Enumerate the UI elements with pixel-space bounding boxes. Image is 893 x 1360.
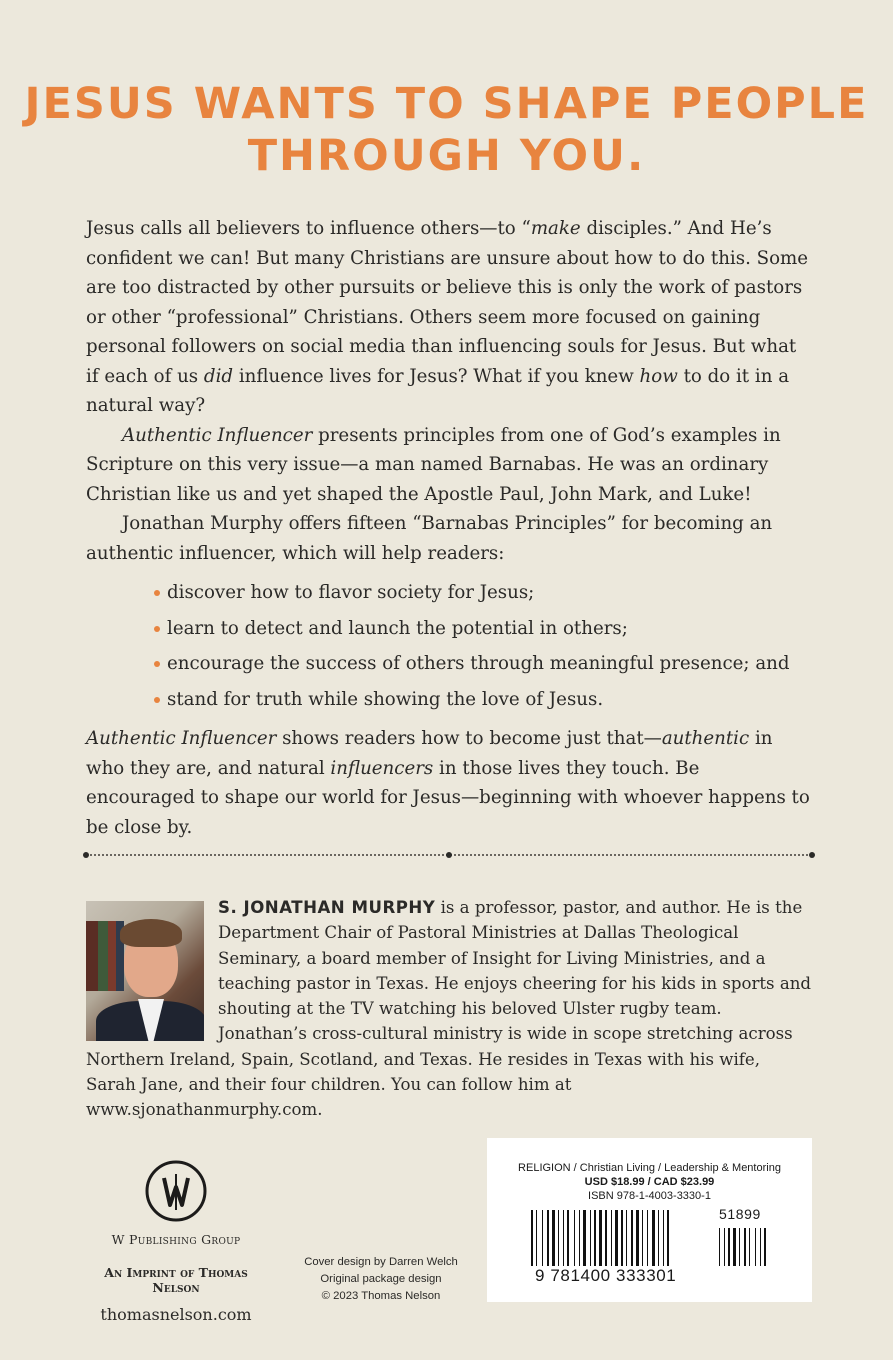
paragraph-1: Jesus calls all believers to influence others—to “make disciples.” And He’s confident we can! But many Christians are unsure about how to do this. Some are too distracted by other pursuits or believe this is only the work of pastors or other “professional” Christians. Others seem more focused on gaining personal followers on social media than influencing souls for Jesus. But what if each of us did influence lives for Jesus? What if you knew how to do it in a natural way? [86,218,809,416]
copyright-line: © 2023 Thomas Nelson [321,1290,441,1302]
w-publishing-logo-icon [145,1160,207,1222]
list-item: stand for truth while showing the love of Jesus. [154,685,812,715]
addon-number: 51899 [719,1206,761,1222]
author-photo [86,901,204,1041]
headline-line-1: JESUS WANTS TO SHAPE PEOPLE [24,79,869,129]
barcode-panel [487,1138,812,1302]
category-text: RELIGION / Christian Living / Leadership & Mentoring [518,1162,781,1174]
bullet-dot-icon [154,590,160,596]
paragraph-4: Authentic Influencer shows readers how to become just that—authentic in who they are, and natural influencers in those lives they touch. Be encouraged to shape our world for Jesus—beginning with whoever happens to be close by. [86,728,810,838]
bullet-dot-icon [154,697,160,703]
publisher-name: W Publishing Group [111,1232,241,1247]
paragraph-2: Authentic Influencer presents principles from one of God’s examples in Scripture on this very issue—a man named Barnabas. He was an ordinary Christian like us and yet shaped the Apostle Paul, John Mark, and Luke! [86,424,781,505]
isbn-text: ISBN 978-1-4003-3330-1 [588,1190,711,1202]
publisher-website: thomasnelson.com [100,1305,252,1324]
author-name: S. JONATHAN MURPHY [218,898,436,917]
cover-credits [290,1254,472,1305]
list-item: discover how to flavor society for Jesus; [154,578,812,608]
headline-line-2: THROUGH YOU. [247,131,646,181]
publisher-block [86,1160,266,1324]
divider-dot-icon [809,852,815,858]
description [86,214,812,842]
headline [0,78,893,182]
bullet-dot-icon [154,661,160,667]
price-text: USD $18.99 / CAD $23.99 [584,1176,715,1188]
list-item: encourage the success of others through meaningful presence; and [154,649,812,679]
bullet-dot-icon [154,626,160,632]
credit-line: Cover design by Darren Welch [304,1256,458,1268]
paragraph-3: Jonathan Murphy offers fifteen “Barnabas Principles” for becoming an authentic influencer, which will help readers: [86,513,773,564]
benefit-list [86,578,812,714]
divider-dot-icon [446,852,452,858]
ean-number: 9 781400 333301 [535,1266,677,1285]
author-bio [86,895,812,1123]
divider-dot-icon [83,852,89,858]
dotted-divider [86,854,812,860]
credit-line: Original package design [320,1273,442,1285]
bio-text: is a professor, pastor, and author. He is the Department Chair of Pastoral Ministries at Dallas Theological Seminary, a board member of Insight for Living Ministries, and a teaching pastor in Texas. He enjoys cheering for his kids in sports and shouting at the TV watching his beloved Ulster rugby team. Jonathan’s cross-cultural ministry is wide in scope stretching across Northern Ireland, Spain, Scotland, and Texas. He resides in Texas with his wife, Sarah Jane, and their four children. You can follow him at www.sjonathanmurphy.com. [86,898,812,1120]
imprint-line: An Imprint of Thomas Nelson [104,1265,248,1295]
list-item: learn to detect and launch the potential in others; [154,614,812,644]
